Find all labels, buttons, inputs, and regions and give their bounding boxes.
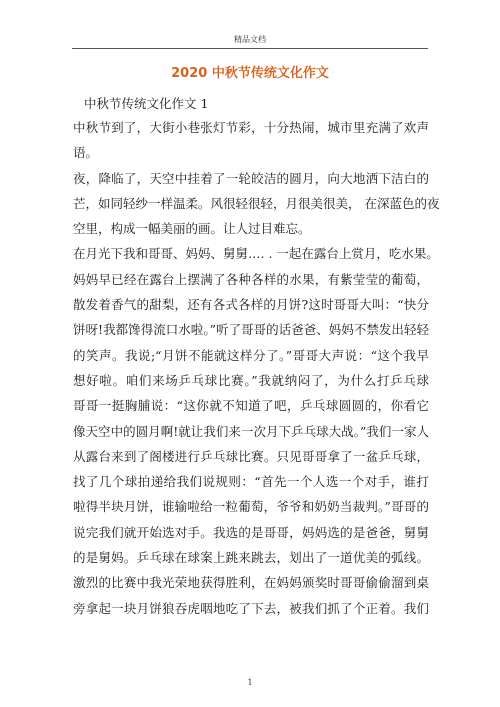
text-line: 旁拿起一块月饼狼吞虎咽地吃了下去，被我们抓了个正着。我们 bbox=[73, 600, 429, 616]
text-line: 的笑声。我说;“月饼不能就这样分了。”哥哥大声说：“这个我早 bbox=[73, 347, 429, 363]
page-header: 精品文档 bbox=[72, 34, 428, 49]
text-line: 空里，构成一幅美丽的画。让人过目难忘。 bbox=[73, 221, 311, 237]
page-number: 1 bbox=[247, 678, 253, 687]
text-line: 说完我们就开始选对手。我选的是哥哥，妈妈选的是爸爸，舅舅 bbox=[73, 524, 429, 540]
text-line: 散发着香气的甜梨，还有各式各样的月饼?这时哥哥大叫：“快分 bbox=[73, 297, 429, 313]
text-line: 从露台来到了阁楼进行乒乓球比赛。只见哥哥拿了一盆乒乓球， bbox=[73, 448, 429, 464]
text-line: 在月光下我和哥哥、妈妈、舅舅…. . 一起在露台上赏月，吃水果。 bbox=[73, 246, 439, 262]
text-line: 语。 bbox=[73, 145, 99, 161]
text-line: 激烈的比赛中我光荣地获得胜利，在妈妈颁奖时哥哥偷偷溜到桌 bbox=[73, 575, 429, 591]
text-line: 的是舅妈。乒乓球在球案上跳来跳去，划出了一道优美的弧线。 bbox=[73, 550, 429, 566]
essay-subtitle: 中秋节传统文化作文 1 bbox=[84, 96, 209, 111]
text-line: 像天空中的圆月啊!就让我们来一次月下乒乓球大战。”我们一家人 bbox=[73, 423, 429, 439]
document-title: 2020 中秋节传统文化作文 bbox=[171, 66, 329, 81]
text-line: 芒，如同轻纱一样温柔。风很轻很轻，月很美很美， 在深蓝色的夜 bbox=[73, 195, 440, 211]
text-line: 妈妈早已经在露台上摆满了各种各样的水果，有紫莹莹的葡萄， bbox=[73, 271, 429, 287]
text-line: 中秋节到了，大街小巷张灯节彩，十分热闹，城市里充满了欢声 bbox=[73, 120, 429, 135]
text-line: 夜，降临了，天空中挂着了一轮皎洁的圆月，向大地洒下洁白的 bbox=[73, 170, 429, 186]
text-line: 饼呀!我都馋得流口水啦。”听了哥哥的话爸爸、妈妈不禁发出轻轻 bbox=[73, 322, 429, 338]
text-line: 哥哥一挺胸脯说：“这你就不知道了吧，乒乓球圆圆的，你看它 bbox=[73, 398, 429, 414]
text-line: 想好啦。咱们来场乒乓球比赛。”我就纳闷了，为什么打乒乓球 bbox=[73, 372, 429, 388]
text-line: 啦得半块月饼，谁输啦给一粒葡萄，爷爷和奶奶当裁判。”哥哥的 bbox=[73, 499, 429, 515]
text-line: 找了几个球拍递给我们说规则：“首先一个人选一个对手，谁打 bbox=[73, 474, 429, 490]
essay-body bbox=[73, 115, 440, 621]
